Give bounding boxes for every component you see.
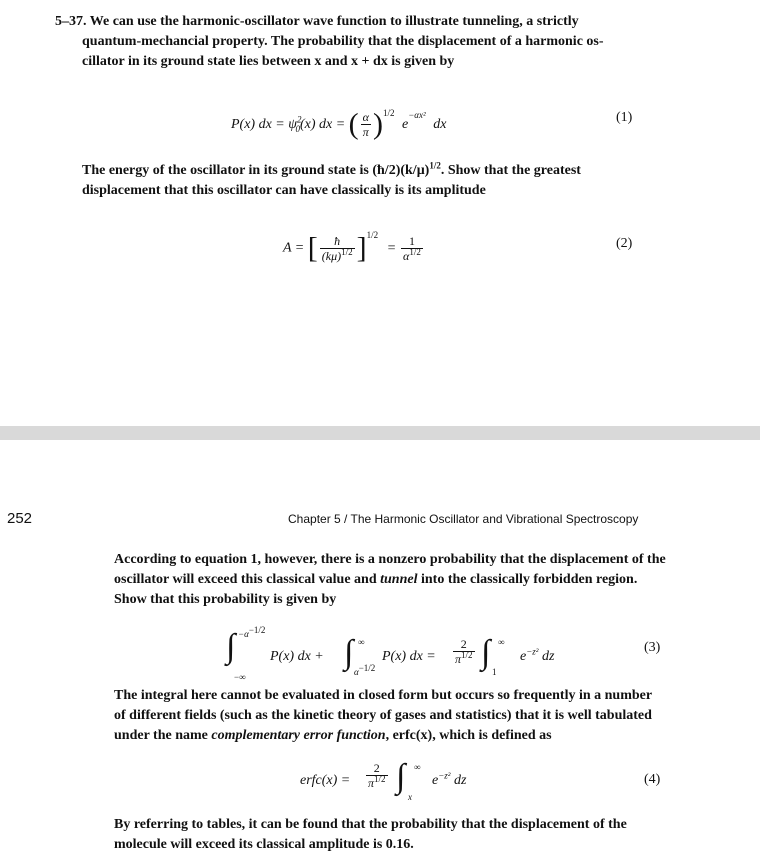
continuation-line-3: Show that this probability is given by (114, 592, 337, 607)
eq1-number: (1) (616, 110, 633, 125)
eq1-mid: (x) dx = (299, 116, 346, 132)
problem-line-4: The energy of the oscillator in its ground state is $(ħ/2)(k/\mu)^{1/2}$. Show that the greatest (82, 160, 581, 178)
equation-1: P(x) dx = $\psi^2_0(x)$ dx = ( $\frac{\alpha}{\pi}$ )$^{1/2}$ $e^{-\alpha x^2}$ dx (231, 107, 447, 141)
eq3-term-1: P(x) dx + (270, 649, 324, 664)
eq4-integral: ∫ (396, 758, 406, 795)
equation-2: A = [ $\frac{ħ}{(k\mu)^{1/2}}$ ]$^{1/2}$ = $\frac{1}{\alpha^{1/2}}$ (283, 230, 421, 265)
running-header: Chapter 5 / The Harmonic Oscillator and Vibrational Spectroscopy (288, 512, 639, 526)
continuation-line-8: molecule will exceed its classical amplitude is 0.16. (114, 837, 414, 852)
eq2-outer-pow: 1/2 (366, 230, 379, 241)
equation-3: ∫ $-\alpha^{-1/2}$ −∞ P(x) dx + ∫ ∞ $\alpha^{-1/2}$ P(x) dx = $\frac{2}{\pi^{1/2}}$ ∫ ∞ 1 $e^{-z^2}$ dz (226, 625, 555, 682)
continuation-line-1: According to equation 1, however, there is a nonzero probability that the displacement of the (114, 552, 666, 567)
problem-line-3: cillator in its ground state lies between x and x + dx is given by (82, 54, 455, 69)
eq2-one: 1 (401, 234, 423, 249)
eq1-alpha: α (362, 110, 369, 124)
problem-line-1: 5–37. We can use the harmonic-oscillator wave function to illustrate tunneling, a strictly (55, 14, 579, 29)
eq3-integral-1: ∫ (226, 628, 236, 665)
eq2-eq: = (387, 240, 396, 256)
eq2-hbar: ħ (334, 234, 341, 248)
eq2-kmu: (kμ) (321, 249, 342, 263)
eq2-alpha: α (403, 249, 410, 263)
eq1-e: e (401, 116, 409, 132)
continuation-line-2: oscillator will exceed this classical value and tunnel into the classically forbidden region. (114, 572, 638, 587)
continuation-line-5: of different fields (such as the kinetic theory of gases and statistics) that it is well tabulated (114, 708, 652, 723)
page-separator (0, 426, 760, 440)
continuation-line-6: under the name complementary error function, erfc(x), which is defined as (114, 728, 552, 743)
eq3-integral-2: ∫ (344, 634, 354, 671)
eq3-integral-3: ∫ (481, 634, 491, 671)
eq3-term-2: P(x) dx = (382, 649, 436, 664)
eq3-number: (3) (644, 640, 661, 655)
eq4-number: (4) (644, 772, 661, 787)
eq1-lhs: P(x) dx = ψ (231, 116, 297, 132)
eq2-number: (2) (616, 236, 633, 251)
eq1-epow: −αx² (408, 110, 426, 121)
continuation-line-7: By referring to tables, it can be found that the probability that the displacement of the (114, 817, 627, 832)
continuation-line-4: The integral here cannot be evaluated in closed form but occurs so frequently in a number (114, 688, 653, 703)
equation-4: erfc(x) = $\frac{2}{\pi^{1/2}}$ ∫ ∞ x $e^{-z^2}$ dz (300, 758, 467, 802)
eq1-pow: 1/2 (382, 108, 395, 119)
problem-line-2: quantum-mechancial property. The probability that the displacement of a harmonic os- (82, 34, 604, 49)
eq2-A: A = (283, 240, 305, 256)
eq1-pi: π (362, 125, 369, 139)
eq1-dx: dx (433, 116, 447, 132)
page-number: 252 (7, 510, 33, 527)
problem-line-5: displacement that this oscillator can have classically is its amplitude (82, 183, 486, 198)
eq4-lhs: erfc(x) = (300, 773, 351, 788)
